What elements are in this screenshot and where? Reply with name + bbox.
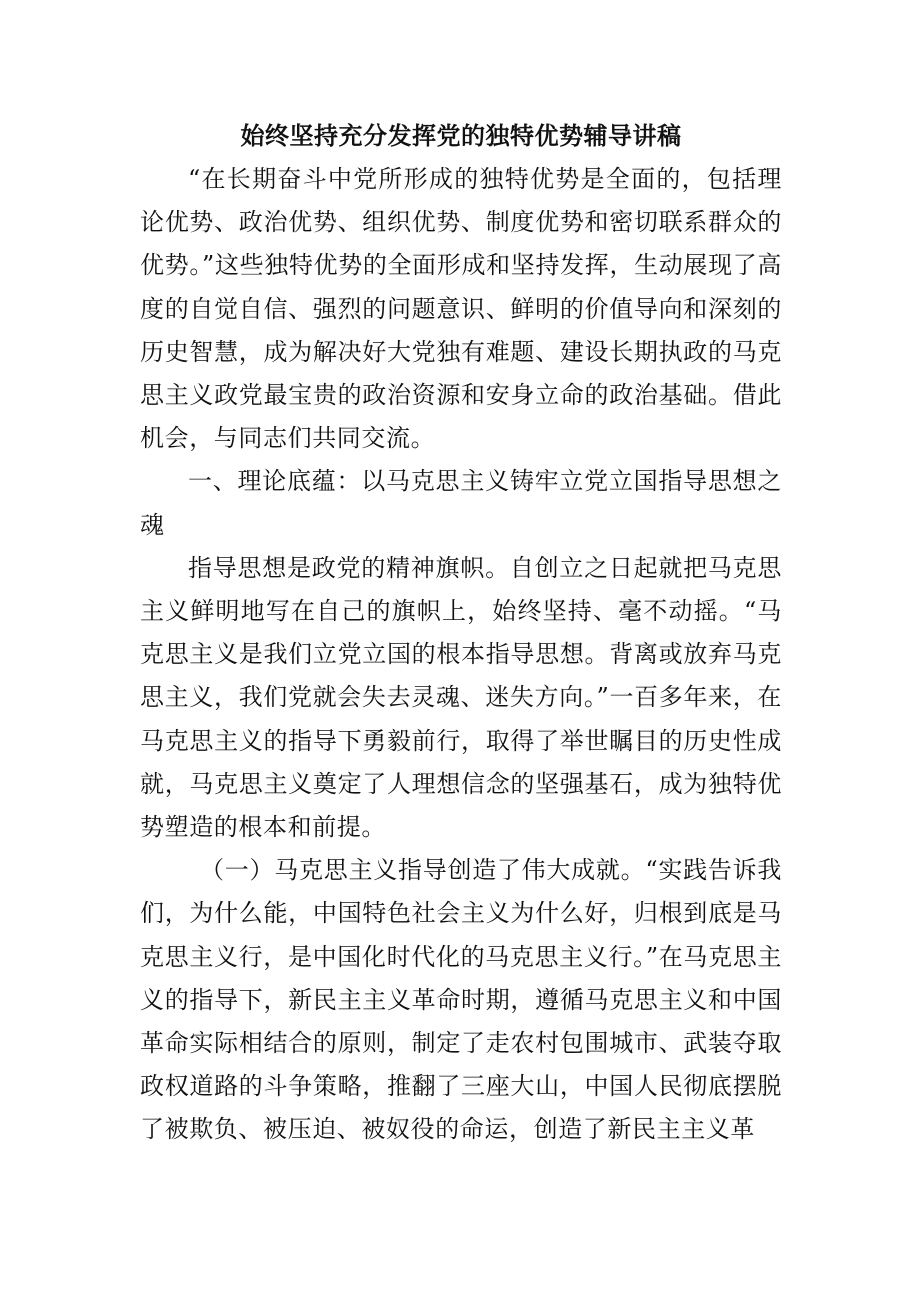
document-body [140, 115, 782, 1152]
document-title: 始终坚持充分发挥党的独特优势辅导讲稿 [240, 122, 682, 150]
intro-paragraph: “在长期奋斗中党所形成的独特优势是全面的，包括理论优势、政治优势、组织优势、制度优势和密切联系群众的优势。”这些独特优势的全面形成和坚持发挥，生动展现了高度的自觉自信、强烈的问题意识、鲜明的价值导向和深刻的历史智慧，成为解决好大党独有难题、建设长期执政的马克思主义政党最宝贵的政治资源和安身立命的政治基础。借此机会，与同志们共同交流。 [140, 165, 782, 453]
subsection-paragraph: （一）马克思主义指导创造了伟大成就。“实践告诉我们，为什么能，中国特色社会主义为什么好，归根到底是马克思主义行，是中国化时代化的马克思主义行。”在马克思主义的指导下，新民主主义革命时期，遵循马克思主义和中国革命实际相结合的原则，制定了走农村包围城市、武装夺取政权道路的斗争策略，推翻了三座大山，中国人民彻底摆脱了被欺负、被压迫、被奴役的命运，创造了新民主主义革 [140, 856, 782, 1144]
section-heading: 一、理论底蕴：以马克思主义铸牢立党立国指导思想之魂 [140, 467, 782, 539]
body-paragraph: 指导思想是政党的精神旗帜。自创立之日起就把马克思主义鲜明地写在自己的旗帜上，始终坚持、毫不动摇。“马克思主义是我们立党立国的根本指导思想。背离或放弃马克思主义，我们党就会失去灵魂、迷失方向。”一百多年来，在马克思主义的指导下勇毅前行，取得了举世瞩目的历史性成就，马克思主义奠定了人理想信念的坚强基石，成为独特优势塑造的根本和前提。 [140, 553, 782, 842]
